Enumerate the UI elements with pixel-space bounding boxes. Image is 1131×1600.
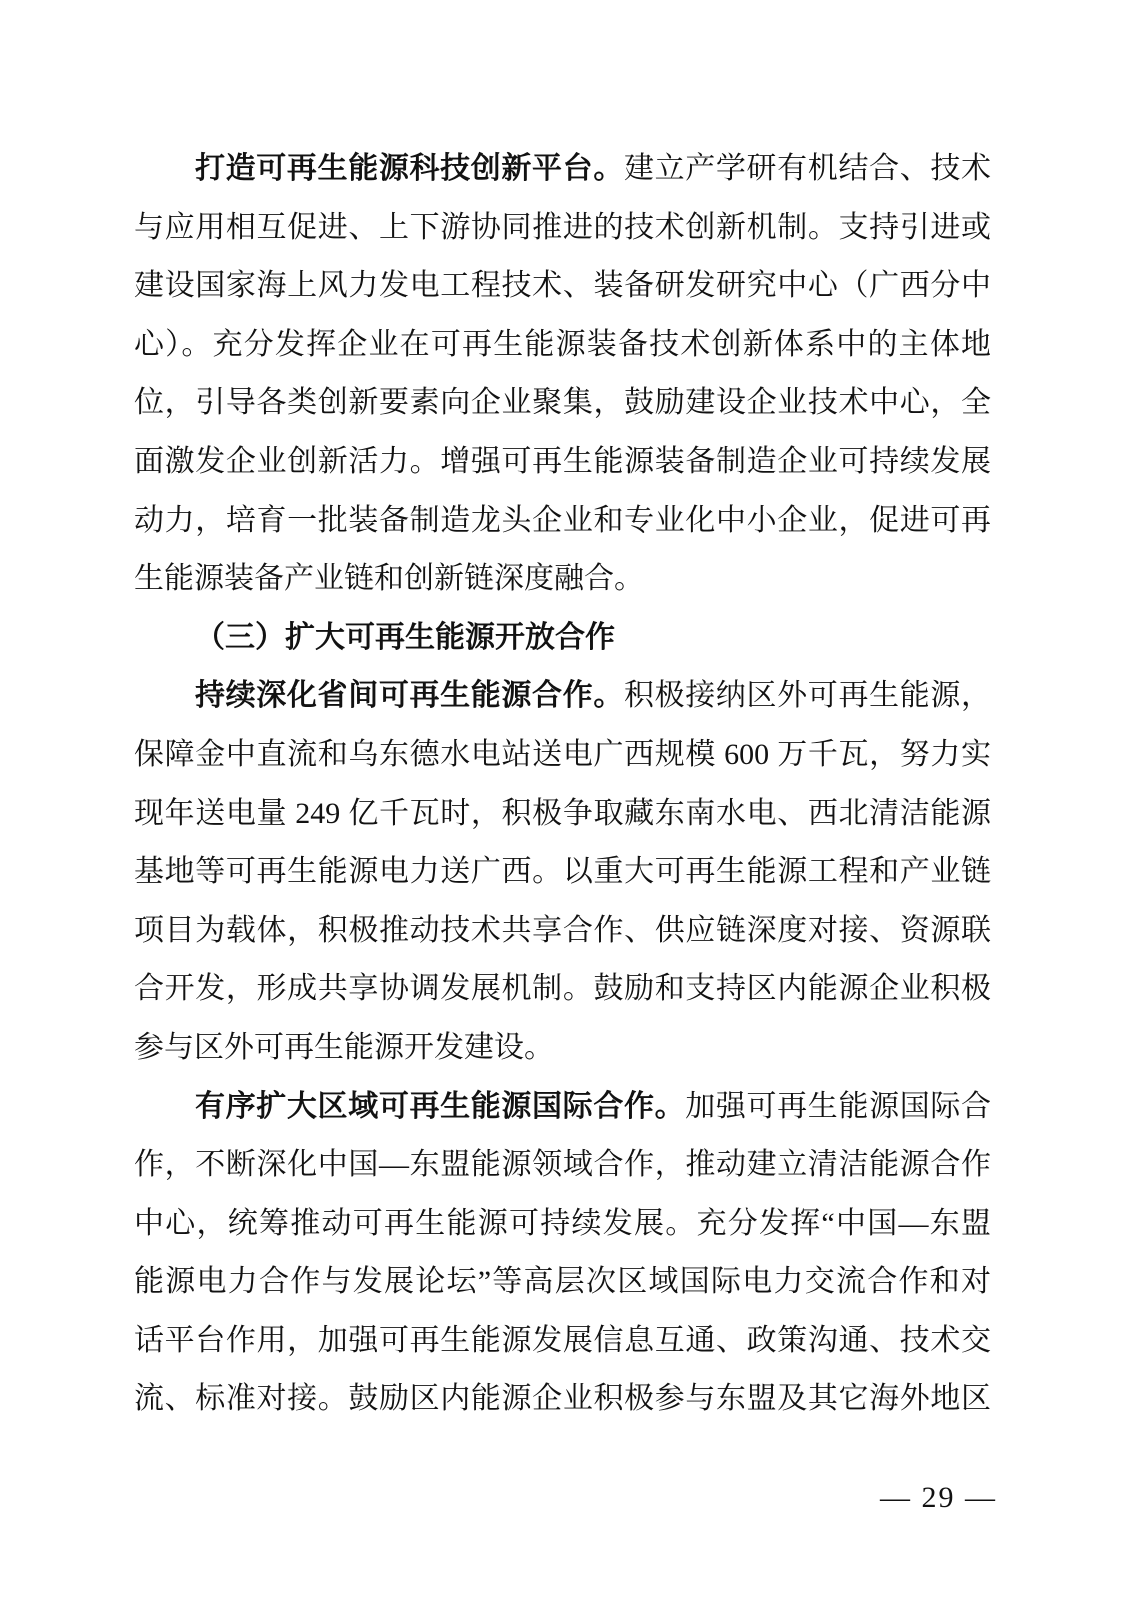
text-segment: 动力，培育一批装备制造龙头企业和专业化中小企业，促进可再	[134, 503, 991, 537]
text-line	[134, 140, 991, 199]
text-segment: 生能源装备产业链和创新链深度融合。	[134, 562, 644, 596]
bold-text-segment: 打造可再生能源科技创新平台。	[195, 152, 624, 185]
text-line	[134, 257, 991, 316]
text-segment: 合开发，形成共享协调发展机制。鼓励和支持区内能源企业积极	[134, 972, 991, 1006]
text-line	[134, 1078, 991, 1137]
text-line	[134, 374, 991, 433]
text-line	[134, 667, 991, 726]
paragraph-tech-innovation-platform	[134, 140, 991, 609]
text-segment: 能源电力合作与发展论坛”等高层次区域国际电力交流合作和对	[134, 1265, 991, 1299]
text-segment: 基地等可再生能源电力送广西。以重大可再生能源工程和产业链	[134, 855, 991, 889]
text-segment: 建立产学研有机结合、技术	[623, 152, 992, 185]
text-line	[134, 433, 991, 492]
text-line	[134, 726, 991, 785]
bold-text-segment: 持续深化省间可再生能源合作。	[195, 679, 624, 713]
text-segment: 建设国家海上风力发电工程技术、装备研发研究中心（广西分中	[134, 269, 991, 303]
text-line	[134, 550, 991, 609]
text-segment: 保障金中直流和乌东德水电站送电广西规模 600 万千瓦，努力实	[134, 737, 991, 771]
text-segment: 参与区外可再生能源开发建设。	[134, 1030, 554, 1064]
text-line	[134, 1312, 991, 1371]
text-line	[134, 1253, 991, 1312]
bold-text-segment: 有序扩大区域可再生能源国际合作。	[195, 1089, 686, 1123]
text-line	[134, 1195, 991, 1254]
page-number: — 29 —	[880, 1481, 997, 1514]
paragraph-international-cooperation	[134, 1078, 991, 1430]
text-line	[134, 960, 991, 1019]
text-segment: 积极接纳区外可再生能源，	[623, 679, 992, 713]
text-line	[134, 902, 991, 961]
text-segment: 中心，统筹推动可再生能源可持续发展。充分发挥“中国—东盟	[134, 1206, 991, 1240]
text-line	[134, 785, 991, 844]
text-line	[134, 492, 991, 551]
heading-section-three	[134, 609, 991, 668]
text-line	[134, 843, 991, 902]
text-line	[134, 316, 991, 375]
text-segment: 与应用相互促进、上下游协同推进的技术创新机制。支持引进或	[134, 210, 991, 244]
text-segment: 位，引导各类创新要素向企业聚集，鼓励建设企业技术中心，全	[134, 386, 991, 420]
bold-text-segment: （三）扩大可再生能源开放合作	[195, 620, 615, 654]
text-line	[134, 609, 991, 668]
text-segment: 现年送电量 249 亿千瓦时，积极争取藏东南水电、西北清洁能源	[134, 796, 991, 830]
text-line	[134, 1370, 991, 1429]
text-line	[134, 199, 991, 258]
text-line	[134, 1019, 991, 1078]
text-segment: 流、标准对接。鼓励区内能源企业积极参与东盟及其它海外地区	[134, 1382, 991, 1416]
text-segment: 话平台作用，加强可再生能源发展信息互通、政策沟通、技术交	[134, 1323, 991, 1357]
paragraph-interprovincial-cooperation	[134, 667, 991, 1077]
text-segment: 加强可再生能源国际合	[685, 1089, 992, 1123]
document-body	[134, 140, 991, 1429]
text-segment: 作，不断深化中国—东盟能源领域合作，推动建立清洁能源合作	[134, 1148, 991, 1182]
text-line	[134, 1136, 991, 1195]
text-segment: 心）。充分发挥企业在可再生能源装备技术创新体系中的主体地	[134, 327, 991, 361]
text-segment: 面激发企业创新活力。增强可再生能源装备制造企业可持续发展	[134, 444, 991, 478]
text-segment: 项目为载体，积极推动技术共享合作、供应链深度对接、资源联	[134, 913, 991, 947]
